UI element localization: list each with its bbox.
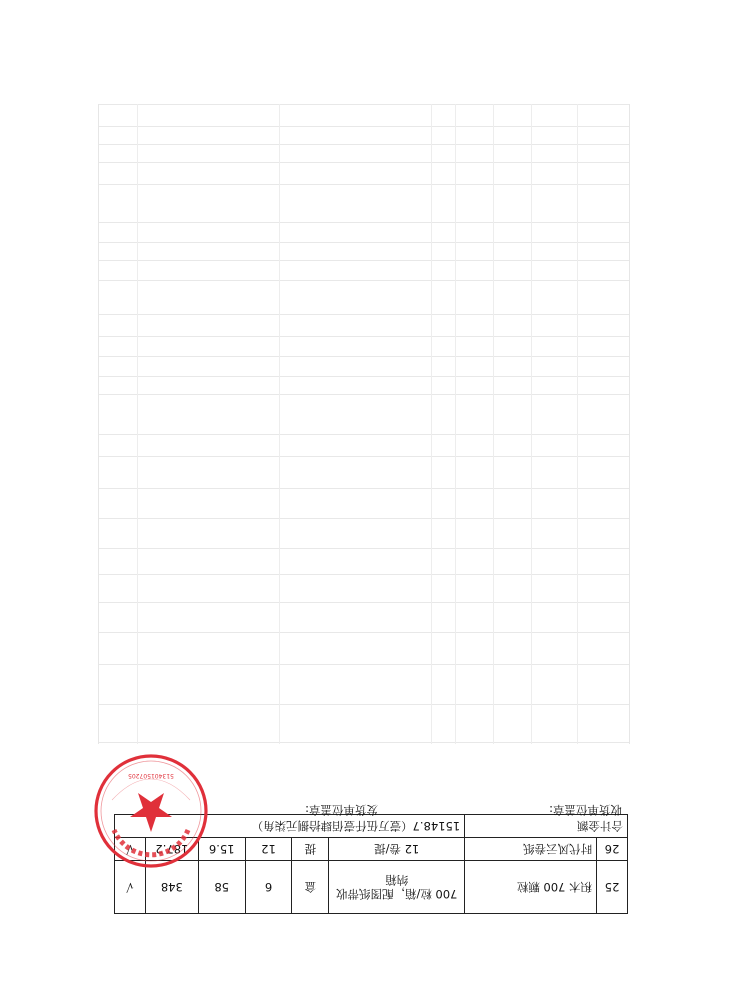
item-name: 积木 700 颗粒	[465, 861, 597, 914]
sender-seal-label: 发货单位盖章:	[305, 803, 378, 817]
item-name: 时代风云卷纸	[465, 838, 597, 861]
item-spec: 12 卷/提	[329, 838, 465, 861]
item-unit: 提	[292, 838, 329, 861]
seal-icon	[92, 752, 210, 870]
item-price: 58	[198, 861, 245, 914]
company-seal-stamp	[92, 752, 210, 870]
total-label: 合计金额	[465, 815, 628, 838]
item-price: 15.6	[198, 838, 245, 861]
item-qty: 6	[245, 861, 292, 914]
total-value: 15148.7（壹万伍仟壹佰肆拾捌元柒角）	[115, 815, 465, 838]
item-spec: 700 粒/箱，配图纸带收纳箱	[329, 861, 465, 914]
item-unit: 盒	[292, 861, 329, 914]
check-mark: √	[115, 861, 146, 914]
row-number: 26	[597, 838, 628, 861]
check-mark: √	[115, 838, 146, 861]
receiver-seal-label: 收货单位盖章:	[549, 803, 622, 817]
row-number: 25	[597, 861, 628, 914]
seal-number: 513401507205	[128, 772, 174, 779]
item-qty: 12	[245, 838, 292, 861]
item-amount: 187.2	[145, 838, 198, 861]
item-amount: 348	[145, 861, 198, 914]
